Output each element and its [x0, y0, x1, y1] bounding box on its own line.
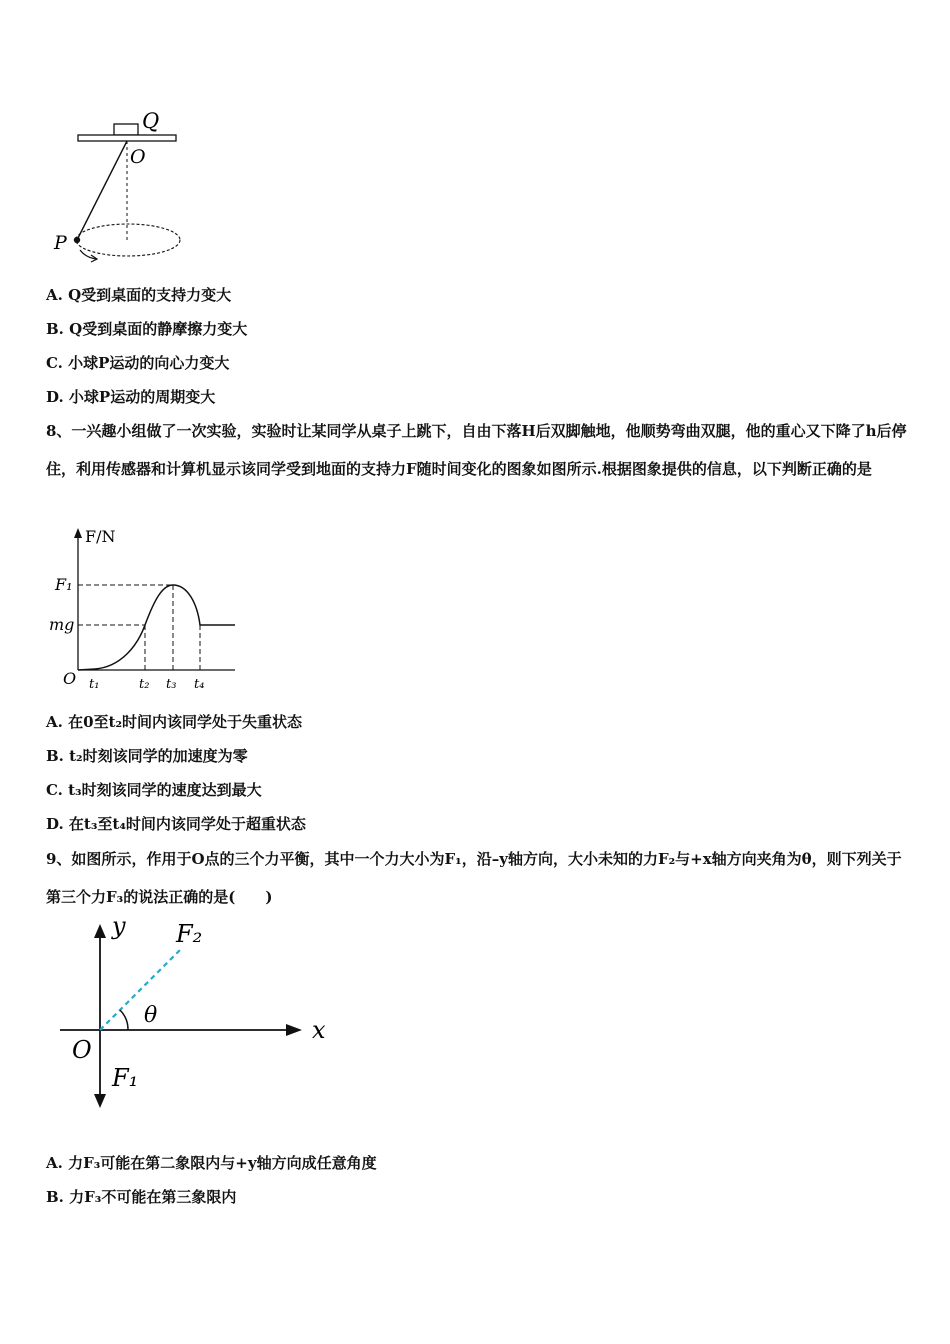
q8-option-a: A. 在0至t₂时间内该同学处于失重状态: [46, 713, 303, 731]
q9-option-a: A. 力F₃可能在第二象限内与+y轴方向成任意角度: [46, 1154, 377, 1172]
q9-theta-arc: [120, 1010, 128, 1030]
q8-option-b: B. t₂时刻该同学的加速度为零: [46, 747, 248, 765]
q7-string: [77, 141, 127, 240]
q8-y-axis-arrow: [74, 528, 82, 538]
q8-force-time-graph: [45, 522, 245, 697]
q9-y-axis-arrow: [94, 924, 106, 938]
q9-stem: 9、如图所示，作用于O点的三个力平衡，其中一个力大小为F₁，沿–y轴方向，大小未知的力F₂与+x轴方向夹角为θ，则下列关于第三个力F₃的说法正确的是( ): [46, 850, 902, 906]
q9-label-y: y: [112, 912, 126, 940]
q8-tick-t3: t₃: [166, 677, 177, 692]
q8-y-axis-label: F/N: [85, 527, 116, 546]
q8-tick-t2: t₂: [139, 677, 150, 692]
q8-label-mg: mg: [49, 615, 75, 634]
q7-pendulum-figure: [50, 100, 200, 270]
q9-F1-arrow: [94, 1094, 106, 1108]
q8-tick-t4: t₄: [194, 677, 205, 692]
q8-option-d: D. 在t₃至t₄时间内该同学处于超重状态: [46, 815, 306, 833]
q9-label-x: x: [312, 1016, 326, 1044]
q7-ball-P: [74, 237, 80, 243]
q7-label-P: P: [54, 232, 67, 254]
q7-table-plate: [78, 135, 176, 141]
q7-option-a: A. Q受到桌面的支持力变大: [46, 286, 232, 304]
q7-option-c: C. 小球P运动的向心力变大: [46, 354, 230, 372]
q9-option-b: B. 力F₃不可能在第三象限内: [46, 1188, 237, 1206]
q8-option-c: C. t₃时刻该同学的速度达到最大: [46, 781, 262, 799]
q9-force-diagram: [50, 912, 340, 1112]
q7-option-d: D. 小球P运动的周期变大: [46, 388, 216, 406]
q7-label-Q: Q: [142, 109, 160, 133]
q9-label-O: O: [72, 1036, 92, 1064]
q9-x-axis-arrow: [286, 1024, 302, 1036]
q7-block-Q: [114, 124, 138, 135]
q8-stem: 8、一兴趣小组做了一次实验，实验时让某同学从桌子上跳下，自由下落H后双脚触地，他顺势弯曲双腿，他的重心又下降了h后停住，利用传感器和计算机显示该同学受到地面的支持力F随时间变化的图象如图所示.根据图象提供的信息，以下判断正确的是: [46, 422, 907, 478]
q7-orbit: [76, 224, 180, 256]
q9-label-theta: θ: [144, 1003, 158, 1028]
q8-tick-t1: t₁: [89, 677, 100, 692]
q8-force-curve: [78, 585, 235, 670]
q8-label-origin: O: [63, 669, 77, 688]
q7-option-b: B. Q受到桌面的静摩擦力变大: [46, 320, 248, 338]
q9-F2-dashed-line: [100, 950, 180, 1030]
q8-label-F1: F₁: [55, 575, 73, 594]
q7-label-O: O: [130, 146, 146, 168]
q9-label-F2: F₂: [176, 920, 203, 948]
q9-label-F1: F₁: [112, 1064, 139, 1092]
